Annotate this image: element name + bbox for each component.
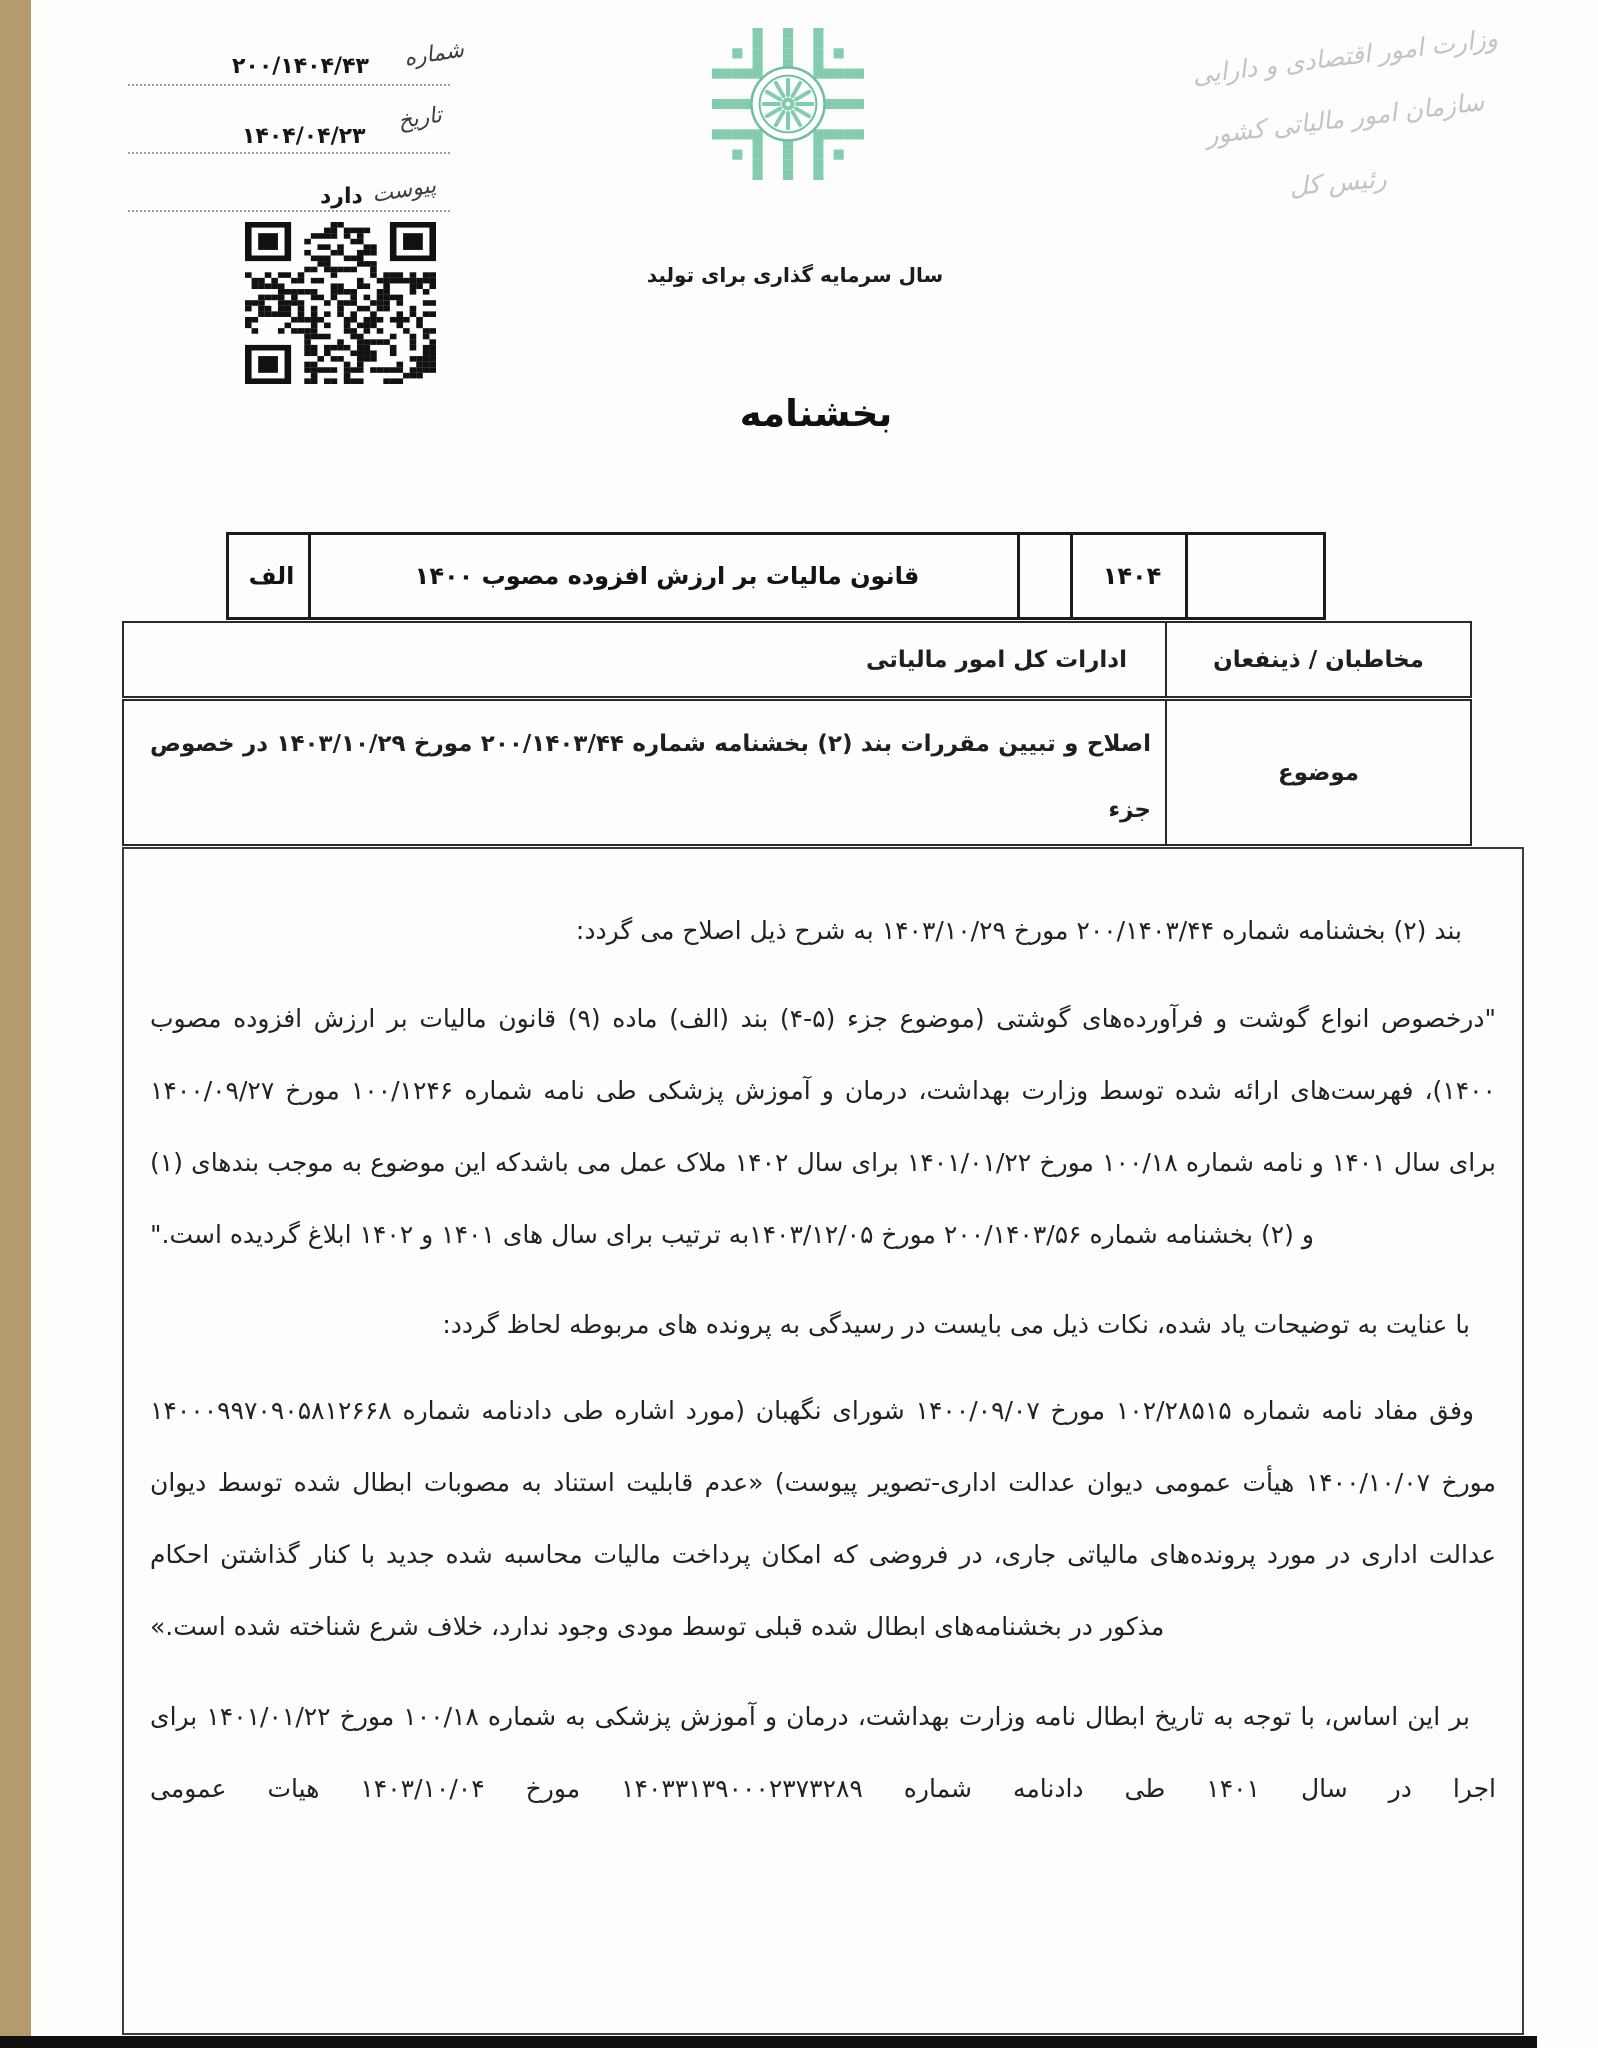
subject-line: اصلاح و تبیین مقررات بند (۲) بخشنامه شماره ۲۰۰/۱۴۰۳/۴۴ مورخ ۱۴۰۳/۱۰/۲۹ در خصوص جزء [150, 731, 1151, 823]
body-paragraph: بر این اساس، با توجه به تاریخ ابطال نامه وزارت بهداشت، درمان و آموزش پزشکی به شماره ۱۰۰/۱۸ مورخ ۱۴۰۱/۰۱/۲۲ برای اجرا در سال ۱۴۰۱ طی دادنامه شماره ۱۴۰۳۳۱۳۹۰۰۰۲۳۷۳۲۸۹ مورخ ۱۴۰۳/۱۰/۰۴ هیات عمومی [150, 1702, 1496, 1803]
ref-number-value: ۲۰۰/۱۴۰۴/۴۳ [232, 54, 369, 79]
class-code-cell: الف [226, 532, 317, 620]
date-label: تاریخ [396, 102, 444, 135]
audience-value: ادارات کل امور مالیاتی [866, 646, 1127, 673]
doc-title: بخشنامه [739, 392, 893, 435]
body-paragraph: با عنایت به توضیحات یاد شده، نکات ذیل می بایست در رسیدگی به پرونده های مربوطه لحاظ گردد: [442, 1310, 1470, 1339]
audience-label: مخاطبان / ذینفعان [1165, 623, 1470, 696]
organization-name: سازمان امور مالیاتی کشور [1204, 87, 1486, 150]
attachment-value: دارد [320, 184, 363, 209]
inta-logo-icon [712, 28, 864, 180]
body-paragraph: بند (۲) بخشنامه شماره ۲۰۰/۱۴۰۳/۴۴ مورخ ۱۴۰۳/۱۰/۲۹ به شرح ذیل اصلاح می گردد: [575, 916, 1462, 945]
audience-cell [124, 623, 1167, 696]
body-paragraph: وفق مفاد نامه شماره ۱۰۲/۲۸۵۱۵ مورخ ۱۴۰۰/۰۹/۰۷ شورای نگهبان (مورد اشاره طی دادنامه شماره ۱۴۰۰۰۹۹۷۰۹۰۵۸۱۲۶۶۸ مورخ ۱۴۰۰/۱۰/۰۷ هیأت عمومی دیوان عدالت اداری-تصویر پیوست) «عدم قابلیت استناد به مصوبات ابطال شده توسط دیوان عدالت اداری در مورد پرونده‌های مالیاتی جاری، در فروضی که امکان پرداخت مالیات محاسبه شده جدید با کنار گذاشتن احکام مذکور در بخشنامه‌های ابطال شده قبلی توسط مودی وجود ندارد، خلاف شرع شناخته شده است.» [150, 1396, 1496, 1641]
audience-row [122, 621, 1472, 698]
year-cell: ۱۴۰۴ [1070, 532, 1194, 620]
dotted-line [128, 152, 450, 154]
body-paragraph: "درخصوص انواع گوشت و فرآورده‌های گوشتی (موضوع جزء (۵-۴) بند (الف) ماده (۹) قانون مالیات بر ارزش افزوده مصوب ۱۴۰۰)، فهرست‌های ارائه شده توسط وزارت بهداشت، درمان و آموزش پزشکی طی نامه شماره ۱۰۰/۱۲۴۶ مورخ ۱۴۰۰/۰۹/۲۷ برای سال ۱۴۰۱ و نامه شماره ۱۰۰/۱۸ مورخ ۱۴۰۱/۰۱/۲۲ برای سال ۱۴۰۲ ملاک عمل می باشدکه این موضوع به موجب بندهای (۱) و (۲) بخشنامه شماره ۲۰۰/۱۴۰۳/۵۶ مورخ ۱۴۰۳/۱۲/۰۵به ترتیب برای سال های ۱۴۰۱ و ۱۴۰۲ ابلاغ گردیده است." [150, 1004, 1497, 1249]
dotted-line [128, 210, 450, 212]
ref-number-label: شماره [402, 37, 466, 72]
law-title-cell: قانون مالیات بر ارزش افزوده مصوب ۱۴۰۰ [308, 532, 1026, 620]
dotted-line [128, 84, 450, 86]
date-value: ۱۴۰۴/۰۴/۲۳ [242, 124, 366, 149]
ministry-name: وزارت امور اقتصادی و دارایی [1190, 23, 1500, 90]
scan-margin-strip [0, 0, 31, 2048]
signatory-title: رئیس کل [1288, 163, 1388, 202]
subject-row [122, 699, 1472, 846]
attachment-label: پیوست [370, 173, 438, 208]
logo-slogan: سال سرمایه گذاری برای تولید [646, 263, 944, 287]
subject-label: موضوع [1165, 701, 1470, 844]
qr-code-icon [245, 222, 436, 384]
body-box [122, 847, 1524, 2035]
bottom-scan-bar [0, 2036, 1537, 2048]
subject-cell [124, 701, 1167, 844]
empty-cell-large [1185, 532, 1326, 620]
